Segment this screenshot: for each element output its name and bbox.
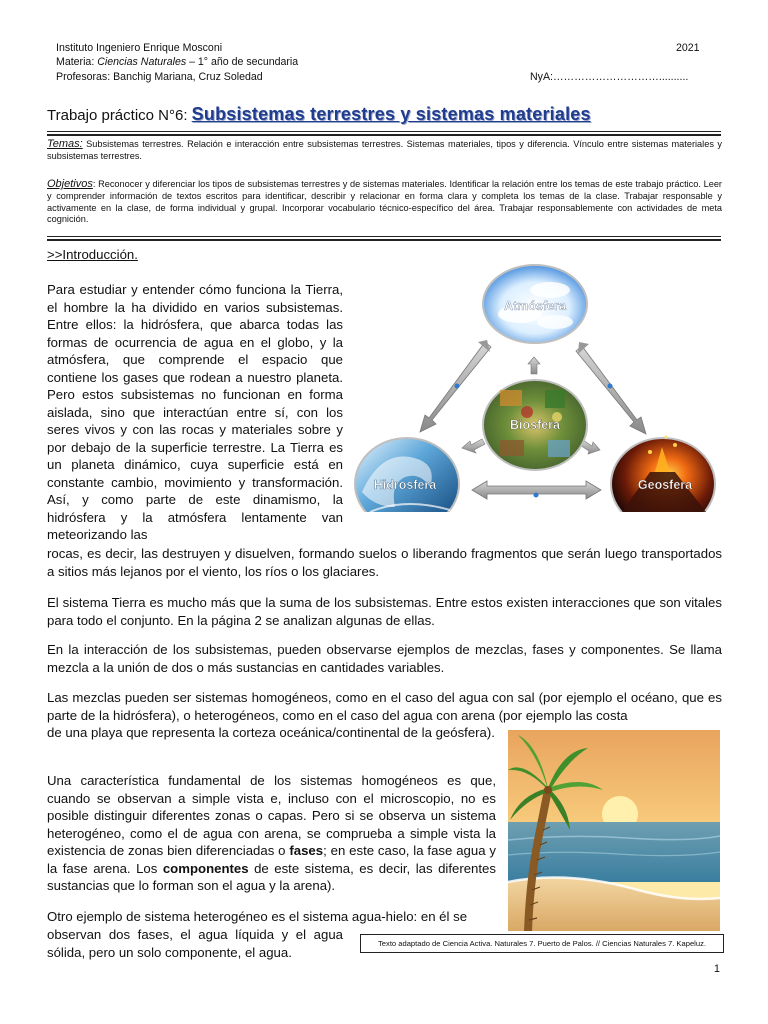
arrow-biosphere-hydrosphere [462, 439, 485, 453]
paragraph-5-b: ; en este caso, la fase agua y la fase arena. Los [47, 843, 496, 876]
teachers: Profesoras: Banchig Mariana, Cruz Soledad [56, 71, 263, 83]
page-number: 1 [713, 963, 720, 975]
hydrosphere-label: Hidrosfera [373, 478, 437, 492]
biosphere-label: Biosfera [509, 418, 561, 432]
atmosphere-label: Atmósfera [504, 299, 566, 313]
divider [47, 239, 721, 241]
geosphere-node [611, 435, 715, 512]
subsystems-diagram [350, 262, 720, 512]
institute-name: Instituto Ingeniero Enrique Mosconi [56, 42, 223, 54]
objetivos-block [47, 179, 722, 226]
temas-text: Subsistemas terrestres. Relación e interacción entre subsistemas terrestres. Sistemas materiales, tipos y diferencia. Vínculo entre sistemas materiales y subsistemas terrestres. [47, 139, 722, 161]
divider [47, 134, 721, 136]
source-note: Texto adaptado de Ciencia Activa. Naturales 7. Puerto de Palos. // Ciencias Naturales 7. Kapeluz. [360, 934, 724, 953]
objetivos-label: Objetivos [47, 178, 93, 190]
paragraph-2: El sistema Tierra es mucho más que la suma de los subsistemas. Entre estos existen interacciones que son vitales para todo el conjunto. En la página 2 se analizan algunas de ellas. [47, 595, 722, 628]
name-field: NyA:………………………….......... [530, 71, 689, 83]
paragraph-5-c: de este sistema, es decir, las diferentes sustancias que lo forman son el agua y la arena). [47, 860, 496, 893]
paragraph-5-a: Una característica fundamental de los sistemas homogéneos es que, cuando se observan a simple vista e, incluso con el microscopio, no es posible distinguir diferentes zonas o capas. Pero si se observa un sistema heterogéneo, como el de agua con arena, se comprueba a simple vista la existencia de zonas bien diferenciadas o [47, 773, 496, 858]
hydrosphere-node [355, 438, 459, 512]
biosphere-node [483, 380, 587, 470]
title-main: Subsistemas terrestres y sistemas materiales [191, 104, 591, 124]
paragraph-3: En la interacción de los subsistemas, pueden observarse ejemplos de mezclas, fases y componentes. Se llama mezcla a la unión de dos o más sustancias en cantidades variables. [47, 642, 722, 675]
term-fases: fases [289, 843, 324, 858]
subject-suffix: – 1° año de secundaria [186, 56, 299, 68]
term-componentes: componentes [162, 860, 249, 876]
paragraph-5 [47, 772, 496, 895]
paragraph-6-b: observan dos fases, el agua líquida y el agua sólida, pero un solo componente, el agua. [47, 927, 343, 960]
title-prefix: Trabajo práctico N°6: [47, 107, 192, 124]
paragraph-4-wide: Las mezclas pueden ser sistemas homogéneos, como en el caso del agua con sal (por ejemplo el océano, que es parte de la hidrósfera), o heterogéneos, como en el caso del agua con arena (por ejemplo las costa [47, 690, 722, 723]
temas-block [47, 139, 722, 163]
subject-prefix: Materia: [56, 56, 98, 68]
page-title [47, 104, 591, 125]
divider [47, 236, 721, 237]
year: 2021 [676, 42, 700, 54]
intro-heading: >>Introducción. [47, 247, 138, 262]
objetivos-text: : Reconocer y diferenciar los tipos de subsistemas terrestres y de sistemas materiales. Identificar la relación entre los temas de este trabajo práctico. Leer y comprender información de textos escritos para identificar, describir y relacionar en forma clara y completa los temas de la clase. Trabajar responsable y activamente en la clase, de forma individual y grupal. Incorporar vocabulario técnico-específico del área. Trabajar responsablemente con actividades de meta cognición. [47, 179, 722, 225]
paragraph-4-narrow: de una playa que representa la corteza oceánica/continental de la geósfera). [47, 725, 495, 740]
atmosphere-node [483, 265, 587, 343]
divider [47, 131, 721, 132]
paragraph-1-wide: rocas, es decir, las destruyen y disuelven, formando suelos o liberando fragmentos que serán luego transportados a sitios más lejanos por el viento, los ríos o los glaciares. [47, 546, 722, 579]
subject-line [56, 55, 298, 69]
geosphere-label: Geosfera [637, 478, 693, 492]
temas-label: Temas: [47, 138, 83, 150]
subject-name: Ciencias Naturales [97, 56, 187, 68]
arrow-biosphere-atmosphere [528, 357, 540, 374]
beach-image [508, 730, 720, 931]
paragraph-1-narrow: Para estudiar y entender cómo funciona la Tierra, el hombre la ha dividido en varios subsistemas. Entre ellos: la hidrósfera, que abarca todas las formas de ocurrencia de agua en el globo, y la atmósfera, que comprende el espacio que contiene los gases que rodean a nuestro planeta. Pero estos subsistemas no funcionan en forma aislada, sino que interactúan entre sí, con los seres vivos y con las rocas y materiales sobre y por debajo de la superficie terrestre. La Tierra es un planeta dinámico, cuya superficie está en constante cambio, movimiento y transformación. Así, y como parte de este dinamismo, la hidrósfera y la atmósfera lentamente van meteorizando las [47, 282, 343, 542]
paragraph-6-a: Otro ejemplo de sistema heterogéneo es el sistema agua-hielo: en él se [47, 909, 468, 924]
